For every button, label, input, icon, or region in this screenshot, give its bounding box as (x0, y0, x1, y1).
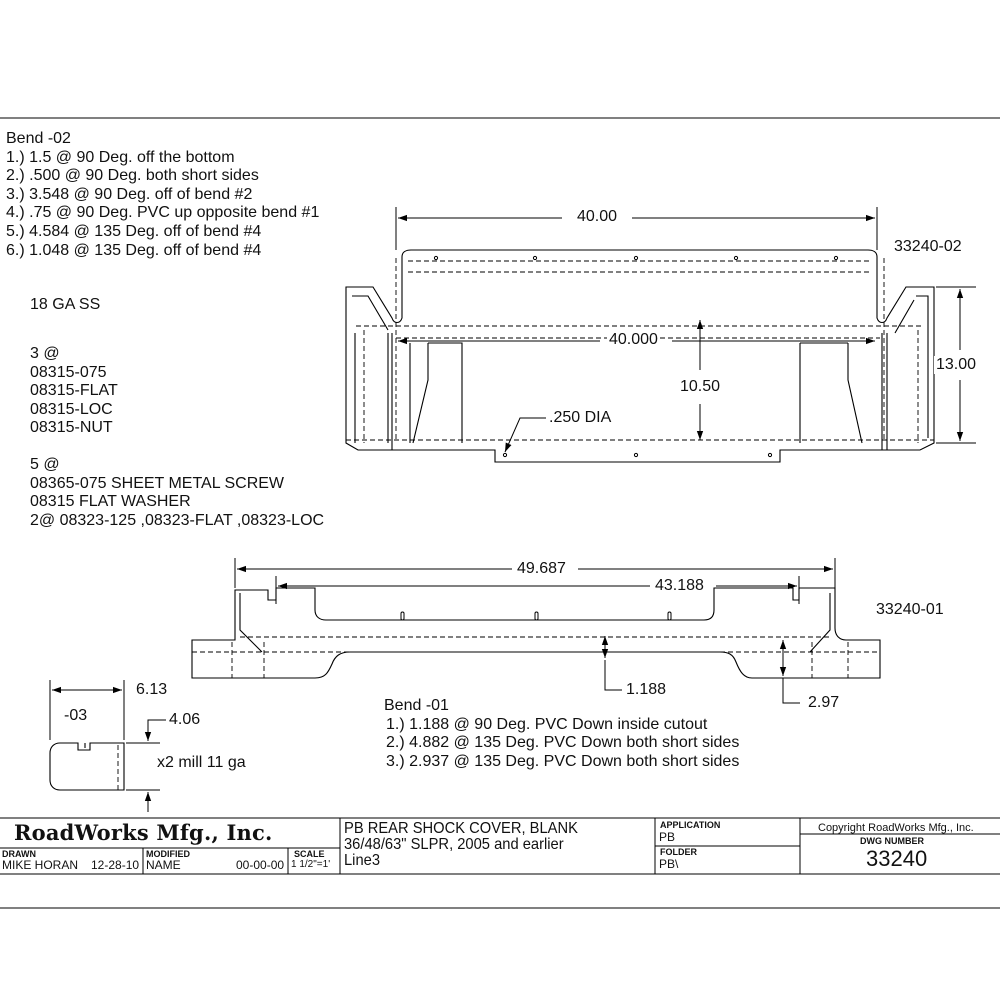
hardware-item: 08315-075 (30, 363, 107, 381)
lower-view-hidden-lines (192, 637, 880, 678)
upper-view-part (346, 250, 934, 462)
upper-view-ref: 33240-02 (894, 238, 962, 255)
hardware-qty: 3 @ (30, 345, 60, 362)
dim-inner-length: 43.188 (655, 577, 704, 594)
upper-view-dimensions (396, 207, 976, 452)
copyright-notice: Copyright RoadWorks Mfg., Inc. (818, 822, 974, 834)
dim-inner-width: 40.000 (609, 331, 658, 348)
bend01-step: 3.) 2.937 @ 135 Deg. PVC Down both short sides (386, 752, 740, 770)
hardware-item: 08315-FLAT (30, 382, 118, 400)
bend02-step: 5.) 4.584 @ 135 Deg. off of bend #4 (6, 222, 262, 240)
dim-height: 10.50 (680, 378, 721, 395)
small-view-note: x2 mill 11 ga (157, 754, 246, 771)
dwg-number-label: DWG NUMBER (860, 836, 924, 846)
dim-overall-length: 49.687 (517, 560, 566, 577)
scale-value: 1 1/2"=1' (291, 859, 331, 870)
bend02-step: 1.) 1.5 @ 90 Deg. off the bottom (6, 148, 235, 166)
company-name: RoadWorks Mfg., Inc. (14, 820, 273, 845)
drawn-date: 12-28-10 (91, 858, 140, 872)
hardware-qty: 5 @ (30, 456, 60, 473)
modified-label: MODIFIED (146, 849, 190, 859)
small-view-label: -03 (64, 707, 88, 724)
description-line: PB REAR SHOCK COVER, BLANK (344, 820, 578, 837)
hardware-list-5 (30, 456, 324, 530)
hardware-item: 2@ 08323-125 ,08323-FLAT ,08323-LOC (30, 511, 325, 529)
bend02-title: Bend -02 (6, 130, 71, 147)
upper-view-hidden-lines (346, 258, 934, 443)
modified-by: NAME (146, 858, 181, 872)
hardware-list-3 (30, 345, 118, 438)
folder-label: FOLDER (660, 847, 697, 857)
bend02-step: 6.) 1.048 @ 135 Deg. off of bend #4 (6, 241, 262, 259)
bend02-step: 4.) .75 @ 90 Deg. PVC up opposite bend #1 (6, 204, 320, 222)
application-label: APPLICATION (660, 820, 721, 830)
hardware-item: 08365-075 SHEET METAL SCREW (30, 474, 285, 492)
bend02-notes (6, 130, 319, 260)
dim-small-height: 4.06 (169, 711, 201, 728)
hardware-item: 08315 FLAT WASHER (30, 493, 191, 511)
bend02-step: 3.) 3.548 @ 90 Deg. off of bend #2 (6, 185, 253, 203)
lower-view-ref: 33240-01 (876, 601, 944, 618)
hole-callout: .250 DIA (549, 409, 612, 426)
dim-overall-height: 13.00 (936, 356, 977, 373)
folder-value: PB\ (659, 857, 679, 871)
dwg-number: 33240 (866, 846, 928, 871)
drawn-by: MIKE HORAN (2, 858, 79, 872)
drawing-description (344, 821, 578, 869)
scale-label: SCALE (294, 849, 325, 859)
dim-top-width: 40.00 (577, 208, 618, 225)
lower-view-part (192, 588, 880, 678)
bend01-title: Bend -01 (384, 697, 449, 714)
lower-view-dimensions (235, 558, 835, 703)
dim-cutout-depth: 1.188 (626, 681, 667, 698)
hardware-item: 08315-NUT (30, 419, 113, 437)
material-spec: 18 GA SS (30, 296, 101, 313)
lower-view-slots (401, 612, 671, 620)
upper-view-holes (434, 256, 837, 456)
small-view-dimensions (50, 680, 166, 812)
description-line: Line3 (344, 852, 381, 869)
bend01-step: 2.) 4.882 @ 135 Deg. PVC Down both short sides (386, 734, 740, 752)
dim-side-height: 2.97 (808, 694, 840, 711)
description-line: 36/48/63" SLPR, 2005 and earlier (344, 836, 564, 853)
bend01-notes (384, 697, 739, 771)
modified-date: 00-00-00 (236, 858, 285, 872)
small-view-part (50, 743, 124, 790)
bend01-step: 1.) 1.188 @ 90 Deg. PVC Down inside cutout (386, 715, 708, 733)
application-value: PB (659, 830, 676, 844)
drawn-label: DRAWN (2, 849, 36, 859)
hardware-item: 08315-LOC (30, 400, 113, 418)
dim-small-width: 6.13 (136, 681, 168, 698)
bend02-step: 2.) .500 @ 90 Deg. both short sides (6, 167, 259, 185)
